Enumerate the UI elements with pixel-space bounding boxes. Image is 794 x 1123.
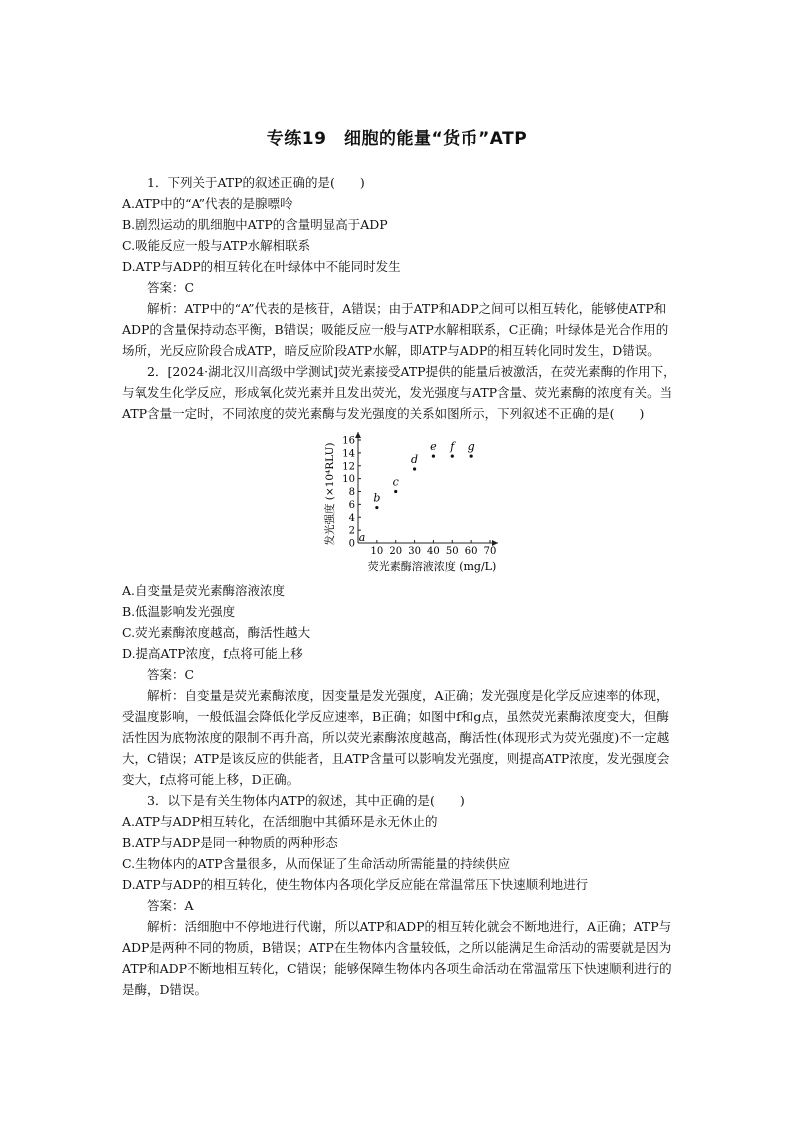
question-3-option-a: A.ATP与ADP相互转化，在活细胞中其循环是永无休止的 — [122, 814, 438, 829]
data-point-d — [413, 467, 416, 470]
question-1-option-c: C.吸能反应一般与ATP水解相联系 — [122, 238, 311, 253]
y-axis-arrow — [355, 432, 361, 438]
point-label-f: f — [450, 440, 455, 454]
question-1-stem: 1．下列关于ATP的叙述正确的是( ) — [147, 175, 365, 190]
question-3-option-b: B.ATP与ADP是同一种物质的两种形态 — [122, 835, 338, 850]
question-2-option-a: A.自变量是荧光素酶溶液浓度 — [122, 583, 286, 598]
chart-points — [359, 440, 475, 544]
question-1-option-b: B.剧烈运动的肌细胞中ATP的含量明显高于ADP — [122, 217, 388, 232]
question-2-stem: 2．[2024·湖北汉川高级中学测试]荧光素接受ATP提供的能量后被激活，在荧光素酶的作用下，与氧发生化学反应，形成氧化荧光素并且发出荧光，发光强度与ATP含量、荧光素酶的浓度有关。当ATP含量一定时，不同浓度的荧光素酶与发光强度的关系如图所示，下列叙述不正确的是( ) — [122, 364, 676, 421]
y-tick-label: 4 — [348, 512, 355, 524]
point-label-e: e — [430, 440, 437, 454]
chart-xlabel: 荧光素酶溶液浓度 (mg/L) — [367, 560, 497, 573]
question-2-analysis: 解析：自变量是荧光素酶浓度，因变量是发光强度，A正确；发光强度是化学反应速率的体现，受温度影响，一般低温会降低化学反应速率，B正确；如图中f和g点，虽然荧光素酶浓度变大，但酶活性因为底物浓度的限制不再升高，所以荧光素酶浓度越高，酶活性(体现形式为荧光强度)不一定越大，C错误；ATP是该反应的供能者，且ATP含量可以影响发光强度，则提高ATP浓度，发光强度会变大，f点将可能上移，D正确。 — [122, 688, 670, 787]
document-body — [122, 172, 678, 1000]
data-point-b — [375, 506, 378, 509]
point-label-d: d — [411, 452, 419, 466]
chart-axes — [355, 432, 498, 546]
y-tick-label: 8 — [348, 487, 355, 498]
question-2-answer: 答案：C — [147, 667, 195, 682]
x-tick-label: 10 — [370, 546, 384, 557]
chart-ticks — [342, 436, 496, 558]
question-3-option-c: C.生物体内的ATP含量很多，从而保证了生命活动所需能量的持续供应 — [122, 856, 511, 871]
page-title: 专练19 细胞的能量“货币”ATP — [266, 129, 528, 149]
x-tick-label: 60 — [464, 546, 478, 557]
question-3-answer: 答案：A — [147, 898, 194, 913]
chart-svg — [320, 426, 510, 574]
scatter-chart — [122, 426, 678, 574]
y-tick-label: 10 — [342, 474, 355, 486]
y-tick-label: 6 — [348, 499, 355, 511]
x-tick-label: 20 — [389, 546, 403, 557]
point-label-b: b — [373, 491, 381, 505]
data-point-g — [470, 454, 473, 457]
y-tick-label: 12 — [342, 461, 355, 473]
y-tick-label: 2 — [348, 525, 355, 537]
question-3-stem: 3．以下是有关生物体内ATP的叙述，其中正确的是( ) — [147, 793, 465, 808]
y-tick-label: 0 — [348, 538, 355, 550]
y-tick-label: 14 — [342, 448, 355, 460]
x-tick-label: 50 — [445, 546, 459, 557]
question-1-analysis: 解析：ATP中的“A”代表的是核苷，A错误；由于ATP和ADP之间可以相互转化，能够使ATP和ADP的含量保持动态平衡，B错误；吸能反应一般与ATP水解相联系，C正确；叶绿体是光合作用的场所，光反应阶段合成ATP，暗反应阶段ATP水解，即ATP与ADP的相互转化同时发生，D错误。 — [122, 301, 669, 358]
question-2-option-d: D.提高ATP浓度，f点将可能上移 — [122, 646, 303, 661]
x-tick-label: 40 — [427, 546, 440, 557]
data-point-f — [451, 454, 454, 457]
question-2-option-c: C.荧光素酶浓度越高，酶活性越大 — [122, 625, 311, 640]
point-label-a: a — [358, 531, 366, 544]
data-point-e — [432, 454, 435, 457]
question-2-option-b: B.低温影响发光强度 — [122, 604, 236, 619]
chart-ylabel: 发光强度 (×10⁴RLU) — [324, 442, 336, 546]
question-1-option-a: A.ATP中的“A”代表的是腺嘌呤 — [122, 196, 293, 211]
x-tick-label: 70 — [483, 546, 497, 557]
x-tick-label: 30 — [408, 546, 421, 557]
question-1-option-d: D.ATP与ADP的相互转化在叶绿体中不能同时发生 — [122, 259, 401, 274]
question-1-answer: 答案：C — [147, 280, 195, 295]
point-label-c: c — [392, 475, 399, 489]
question-3-option-d: D.ATP与ADP的相互转化，使生物体内各项化学反应能在常温常压下快速顺利地进行 — [122, 877, 589, 892]
point-label-g: g — [467, 440, 475, 454]
question-3-analysis: 解析：活细胞中不停地进行代谢，所以ATP和ADP的相互转化就会不断地进行，A正确；ATP与ADP是两种不同的物质，B错误；ATP在生物体内含量较低，之所以能满足生命活动的需要就是因为ATP和ADP不断地相互转化，C错误；能够保障生物体内各项生命活动在常温常压下快速顺利进行的是酶，D错误。 — [122, 919, 672, 997]
y-tick-label: 16 — [342, 435, 355, 447]
data-point-c — [394, 490, 397, 493]
